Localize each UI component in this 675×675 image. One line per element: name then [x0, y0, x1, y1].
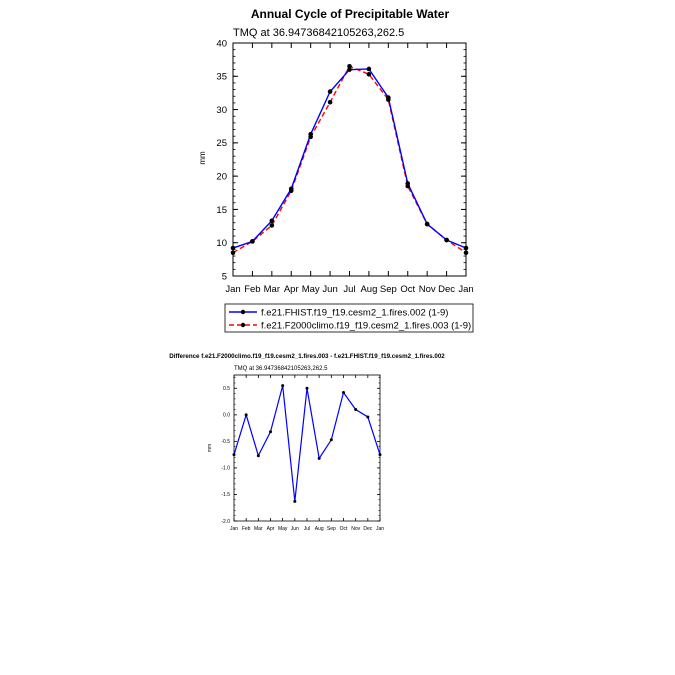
chart-title: Difference f.e21.F2000climo.f19_f19.cesm2_1.fires.003 - f.e21.FHIST.f19_f19.cesm2_1.fires.002 — [169, 353, 445, 360]
series-1-point — [386, 95, 391, 100]
y-tick-label: 5 — [221, 271, 227, 283]
x-tick-label: Oct — [339, 526, 348, 532]
series-1-point — [318, 457, 321, 460]
x-tick-label: Nov — [418, 284, 436, 295]
difference-chart — [169, 353, 445, 532]
series-1-point — [270, 218, 275, 223]
series-1-point — [444, 238, 449, 243]
y-tick-label: 40 — [216, 38, 227, 50]
y-tick-label: 15 — [216, 204, 227, 216]
x-tick-label: May — [301, 284, 320, 295]
y-tick-label: 10 — [216, 238, 227, 250]
x-ticks — [230, 375, 384, 532]
series-2-point — [367, 72, 372, 77]
x-tick-label: Sep — [379, 284, 397, 295]
x-tick-label: Feb — [244, 284, 261, 295]
legend — [225, 304, 473, 332]
series-1-point — [269, 430, 272, 433]
legend-label-series-2: f.e21.F2000climo.f19_f19.cesm2_1.fires.003 (1-9) — [261, 320, 472, 332]
chart-title: Annual Cycle of Precipitable Water — [250, 7, 450, 21]
plot-frame — [233, 43, 466, 276]
series-2-point — [270, 223, 275, 228]
series-1-line — [234, 386, 380, 502]
x-tick-label: Jan — [375, 526, 385, 532]
y-tick-label: 0.5 — [223, 386, 230, 393]
series-1-point — [231, 246, 236, 251]
series-1-point — [281, 384, 284, 387]
x-tick-label: Jan — [225, 284, 241, 295]
chart-subtitle: TMQ at 36.94736842105263,262.5 — [233, 27, 405, 39]
series-1-point — [293, 500, 296, 503]
series-2-point — [464, 250, 469, 255]
series-lines — [233, 384, 382, 503]
annual-cycle-chart — [198, 7, 474, 332]
x-tick-label: Apr — [283, 284, 299, 295]
series-1-point — [233, 453, 236, 456]
y-tick-label: -2.0 — [221, 518, 230, 525]
series-1-point — [405, 181, 410, 186]
series-1-point — [367, 67, 372, 72]
legend-marker-series-1 — [241, 310, 245, 314]
y-tick-label: -0.5 — [221, 439, 230, 446]
x-tick-label: Dec — [363, 526, 373, 532]
y-ticks — [216, 38, 466, 282]
x-tick-label: Dec — [438, 284, 456, 295]
x-ticks — [225, 43, 473, 295]
series-1-point — [342, 391, 345, 394]
series-1-point — [330, 438, 333, 441]
series-1-point — [425, 222, 430, 227]
y-tick-label: 20 — [216, 171, 227, 183]
series-1-point — [306, 387, 309, 390]
series-1-line — [233, 69, 466, 248]
series-lines — [231, 64, 469, 255]
x-tick-label: Aug — [360, 284, 378, 295]
x-tick-label: Mar — [254, 526, 263, 532]
y-tick-label: 35 — [216, 71, 227, 83]
series-1-point — [347, 67, 352, 72]
legend-marker-series-2 — [241, 323, 245, 327]
series-1-point — [245, 413, 248, 416]
y-tick-label: 30 — [216, 104, 227, 116]
x-tick-label: Apr — [266, 526, 275, 532]
series-1-point — [328, 89, 333, 94]
x-tick-label: Feb — [241, 526, 251, 532]
series-2-point — [328, 100, 333, 105]
x-tick-label: Sep — [326, 526, 336, 532]
chart-subtitle: TMQ at 36.94736842105263,262.5 — [234, 366, 328, 372]
series-1-point — [379, 453, 382, 456]
y-axis-label: mm — [207, 443, 213, 453]
y-tick-label: -1.0 — [221, 465, 230, 472]
series-1-point — [257, 454, 260, 457]
x-tick-label: Jan — [458, 284, 474, 295]
series-1-point — [354, 408, 357, 411]
series-1-point — [464, 246, 469, 251]
series-1-point — [250, 239, 255, 244]
series-1-point — [366, 415, 369, 418]
x-tick-label: Jun — [290, 526, 299, 532]
x-tick-label: Jan — [229, 526, 239, 532]
x-tick-label: Oct — [400, 284, 416, 295]
x-tick-label: May — [277, 526, 288, 532]
x-tick-label: Nov — [351, 526, 361, 532]
x-tick-label: Jun — [322, 284, 338, 295]
x-tick-label: Jul — [303, 526, 311, 532]
y-tick-label: -1.5 — [221, 492, 230, 499]
legend-label-series-1: f.e21.FHIST.f19_f19.cesm2_1.fires.002 (1-9) — [261, 307, 449, 319]
series-2-point — [231, 250, 236, 255]
y-tick-label: 25 — [216, 138, 227, 150]
x-tick-label: Jul — [343, 284, 356, 295]
series-1-point — [289, 186, 294, 191]
x-tick-label: Mar — [263, 284, 281, 295]
y-tick-label: 0.0 — [223, 412, 230, 419]
series-1-point — [308, 132, 313, 137]
y-axis-label: mm — [198, 151, 207, 165]
x-tick-label: Aug — [314, 526, 324, 532]
